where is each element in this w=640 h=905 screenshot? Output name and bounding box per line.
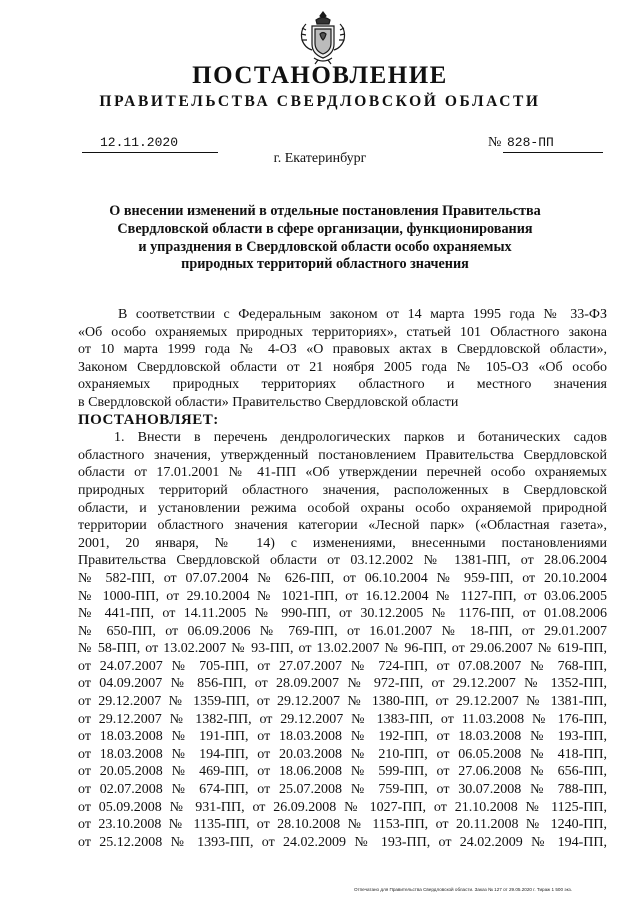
print-footer: Отпечатано для Правительства Свердловской области. Заказ № 127 от 29.05.2020 г. Тираж 1 500 экз. [354,887,573,892]
preamble-line: охраняемых природных территориях областного и местного значения [78,377,607,393]
item-line: от 29.12.2007 № 1382-ПП, от 29.12.2007 № 1383-ПП, от 11.03.2008 № 176-ПП, [78,711,607,727]
item-line: от 04.09.2007 № 856-ПП, от 28.09.2007 № 972-ПП, от 29.12.2007 № 1352-ПП, [78,676,607,692]
item-line: № 650-ПП, от 06.09.2006 № 769-ПП, от 16.01.2007 № 18-ПП, от 29.01.2007 [78,623,607,639]
decree-word: ПОСТАНОВЛЯЕТ: [78,411,219,428]
preamble-line: «Об особо охраняемых природных территориях», статьей 101 Областного закона [78,324,607,340]
preamble-line: от 10 марта 1999 года № 4-ОЗ «О правовых актах в Свердловской области», [78,342,607,358]
decree-date: 12.11.2020 [82,134,218,153]
item-line: от 20.05.2008 № 469-ПП, от 18.06.2008 № 599-ПП, от 27.06.2008 № 656-ПП, [78,764,607,780]
item-line: области, и установлении режима особой охраны особо охраняемой природной [78,500,607,516]
item-line: территории областного значения категории «Лесной парк» («Областная газета», [78,518,607,534]
city-line: г. Екатеринбург [273,151,367,166]
item-line: от 18.03.2008 № 191-ПП, от 18.03.2008 № 192-ПП, от 18.03.2008 № 193-ПП, [78,729,607,745]
decree-subject [90,203,560,274]
item-line: областного значения, утвержденный постановлением Правительства Свердловской [78,447,607,463]
item-line: Правительства Свердловской области от 03.12.2002 № 1381-ПП, от 28.06.2004 [78,553,607,569]
item-line: от 24.07.2007 № 705-ПП, от 27.07.2007 № 724-ПП, от 07.08.2007 № 768-ПП, [78,658,607,674]
item-line: 1. Внести в перечень дендрологических парков и ботанических садов [114,430,607,446]
item-line: области от 17.01.2001 № 41-ПП «Об утверждении перечней особо охраняемых [78,465,607,481]
item-line: № 1000-ПП, от 29.10.2004 № 1021-ПП, от 16.12.2004 № 1127-ПП, от 03.06.2005 [78,588,607,604]
document-title: ПОСТАНОВЛЕНИЕ [192,62,448,89]
subject-line: и упразднения в Свердловской области особо охраняемых [138,238,512,255]
subject-line: Свердловской области в сфере организации, функционирования [117,220,533,237]
number-sign: № [488,135,502,150]
item-line: от 18.03.2008 № 194-ПП, от 20.03.2008 № 210-ПП, от 06.05.2008 № 418-ПП, [78,746,607,762]
document-subtitle: ПРАВИТЕЛЬСТВА СВЕРДЛОВСКОЙ ОБЛАСТИ [99,93,541,110]
item-line: № 582-ПП, от 07.07.2004 № 626-ПП, от 06.10.2004 № 959-ПП, от 20.10.2004 [78,570,607,586]
item-line: от 25.12.2008 № 1393-ПП, от 24.02.2009 № 193-ПП, от 24.02.2009 № 194-ПП, [78,834,607,850]
preamble-line: в Свердловской области» Правительство Свердловской области [78,394,459,410]
item-line: от 29.12.2007 № 1359-ПП, от 29.12.2007 № 1380-ПП, от 29.12.2007 № 1381-ПП, [78,694,607,710]
item-line: от 02.07.2008 № 674-ПП, от 25.07.2008 № 759-ПП, от 30.07.2008 № 788-ПП, [78,782,607,798]
item-line: от 05.09.2008 № 931-ПП, от 26.09.2008 № 1027-ПП, от 21.10.2008 № 1125-ПП, [78,799,607,815]
preamble-line: Законом Свердловской области от 21 ноября 2005 года № 105-ОЗ «Об особо [78,359,607,375]
decree-number: 828-ПП [503,134,603,153]
preamble-line: В соответствии с Федеральным законом от 14 марта 1995 года № 33-ФЗ [118,307,607,322]
item-line: природных территорий областного значения, расположенных в Свердловской [78,482,607,498]
item-line: 2001, 20 января, № 14) с изменениями, внесенными постановлениями [78,535,607,551]
item-line: № 58-ПП, от 13.02.2007 № 93-ПП, от 13.02.2007 № 96-ПП, от 29.06.2007 № 619-ПП, [78,641,607,657]
item-line: от 23.10.2008 № 1135-ПП, от 28.10.2008 № 1153-ПП, от 20.11.2008 № 1240-ПП, [78,817,607,833]
decree-body [78,306,607,851]
subject-line: О внесении изменений в отдельные постановления Правительства [109,203,541,219]
subject-line: природных территорий областного значения [181,256,469,273]
item-line: № 441-ПП, от 14.11.2005 № 990-ПП, от 30.12.2005 № 1176-ПП, от 01.08.2006 [78,606,607,622]
coat-of-arms-icon [296,8,350,66]
